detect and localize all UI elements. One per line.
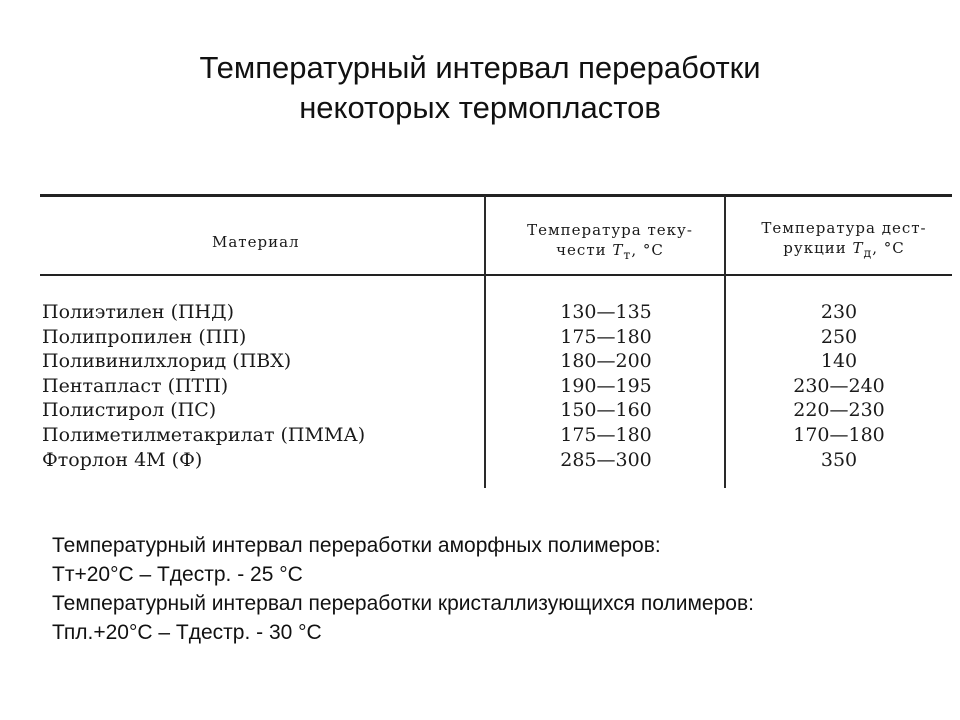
cell-material: Полиэтилен (ПНД): [42, 301, 234, 323]
cell-flow-temp: 175—180: [560, 423, 652, 446]
header-destruction-temperature: [744, 218, 944, 263]
cell-flow-temp: 180—200: [560, 350, 652, 373]
header-flow-unit: , °С: [631, 241, 664, 259]
table-body: [40, 300, 952, 472]
scanned-table: [40, 192, 952, 488]
slide-title-line-1: Температурный интервал переработки: [199, 50, 761, 85]
table-row: [40, 325, 952, 350]
cell-destr-temp: 230: [820, 301, 858, 323]
cell-material: Полипропилен (ПП): [42, 325, 247, 348]
header-flow-symbol: Т: [612, 241, 624, 259]
cell-destr-temp: 230—240: [793, 374, 885, 397]
cell-flow-temp: 285—300: [560, 448, 652, 471]
header-destr-line-2: [744, 238, 944, 263]
header-destr-subscript: д: [863, 245, 873, 260]
cell-material: Полиметилметакрилат (ПММА): [42, 423, 366, 446]
cell-destr-temp: 220—230: [793, 399, 885, 422]
table-top-rule: [40, 194, 952, 197]
table-row: [40, 423, 952, 448]
header-destr-prefix: рукции: [783, 239, 853, 257]
header-destr-unit: , °С: [872, 239, 905, 257]
table-row: [40, 398, 952, 423]
cell-flow-temp: 190—195: [560, 374, 652, 397]
cell-destr-temp: 250: [820, 325, 858, 348]
note-crystalline-heading: Температурный интервал переработки кристаллизующихся полимеров:: [52, 592, 754, 615]
note-crystalline-formula: Тпл.+20°С – Тдестр. - 30 °С: [52, 621, 322, 644]
cell-destr-temp: 170—180: [793, 423, 885, 446]
header-destr-line-1: Температура дест-: [761, 219, 927, 237]
header-flow-line-2: [510, 240, 710, 265]
table-header-rule: [40, 274, 952, 276]
slide-title: [0, 48, 960, 128]
cell-material: Полистирол (ПС): [42, 399, 217, 422]
header-flow-subscript: т: [623, 247, 632, 262]
cell-flow-temp: 175—180: [560, 325, 652, 348]
cell-destr-temp: 140: [820, 350, 858, 373]
header-flow-temperature: [510, 220, 710, 265]
cell-material: Пентапласт (ПТП): [42, 374, 229, 397]
processing-notes: [52, 531, 932, 647]
note-amorphous-formula: Тт+20°С – Тдестр. - 25 °С: [52, 563, 303, 586]
table-row: [40, 349, 952, 374]
cell-flow-temp: 130—135: [560, 301, 652, 323]
cell-material: Поливинилхлорид (ПВХ): [42, 350, 292, 373]
cell-material: Фторлон 4М (Ф): [42, 448, 203, 471]
cell-flow-temp: 150—160: [560, 399, 652, 422]
table-row: [40, 374, 952, 399]
header-flow-line-1: Температура теку-: [527, 221, 693, 239]
slide-title-line-2: некоторых термопластов: [299, 90, 661, 125]
header-flow-prefix: чести: [556, 241, 613, 259]
header-destr-symbol: Т: [852, 239, 864, 257]
table-row: [40, 300, 952, 325]
header-material: Материал: [212, 233, 300, 251]
note-amorphous-heading: Температурный интервал переработки аморфных полимеров:: [52, 534, 661, 557]
cell-destr-temp: 350: [820, 448, 858, 471]
table-row: [40, 448, 952, 473]
